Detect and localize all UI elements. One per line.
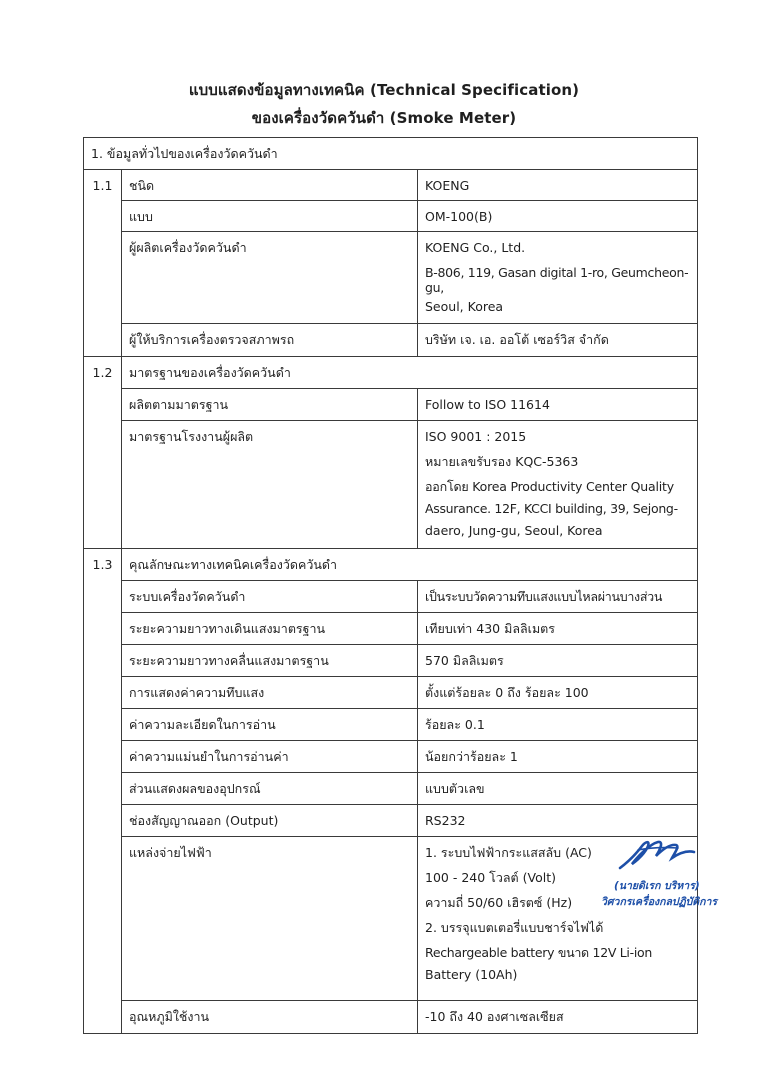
row-value: แบบตัวเลข xyxy=(418,773,698,805)
row-label: ผลิตตามมาตรฐาน xyxy=(122,389,418,421)
table-row xyxy=(84,741,698,773)
row-number: 1.1 xyxy=(84,170,122,357)
table-row xyxy=(84,549,698,581)
row-label: ระยะความยาวทางคลื่นแสงมาตรฐาน xyxy=(122,645,418,677)
row-number: 1.2 xyxy=(84,357,122,549)
row-value: ร้อยละ 0.1 xyxy=(418,709,698,741)
document-title-line2: ของเครื่องวัดควันดำ (Smoke Meter) xyxy=(251,109,517,127)
table-row xyxy=(84,677,698,709)
row-label: อุณหภูมิใช้งาน xyxy=(122,1001,418,1034)
row-label: ผู้ผลิตเครื่องวัดควันดำ xyxy=(122,232,418,324)
row-value: 570 มิลลิเมตร xyxy=(418,645,698,677)
table-row xyxy=(84,324,698,357)
row-label: แหล่งจ่ายไฟฟ้า xyxy=(122,837,418,1001)
table-row xyxy=(84,581,698,613)
table-row xyxy=(84,613,698,645)
table-row xyxy=(84,645,698,677)
row-label: ค่าความแม่นยำในการอ่านค่า xyxy=(122,741,418,773)
row-label: ระบบเครื่องวัดควันดำ xyxy=(122,581,418,613)
row-number: 1.3 xyxy=(84,549,122,1034)
signature-block xyxy=(598,832,728,912)
row-label: การแสดงค่าความทึบแสง xyxy=(122,677,418,709)
table-row xyxy=(84,421,698,549)
row-value: บริษัท เจ. เอ. ออโต้ เซอร์วิส จำกัด xyxy=(418,324,698,357)
document-title-line1: แบบแสดงข้อมูลทางเทคนิค (Technical Specification) xyxy=(188,81,580,99)
table-row xyxy=(84,170,698,201)
row-value: KOENG Co., Ltd. B-806, 119, Gasan digital 1-ro, Geumcheon-gu, Seoul, Korea xyxy=(418,232,698,324)
table-row xyxy=(84,709,698,741)
table-row xyxy=(84,1001,698,1034)
row-label: แบบ xyxy=(122,201,418,232)
row-label: ช่องสัญญาณออก (Output) xyxy=(122,805,418,837)
row-label: ผู้ให้บริการเครื่องตรวจสภาพรถ xyxy=(122,324,418,357)
row-label: ค่าความละเอียดในการอ่าน xyxy=(122,709,418,741)
row-value: OM-100(B) xyxy=(418,201,698,232)
row-value: KOENG xyxy=(418,170,698,201)
row-label: ระยะความยาวทางเดินแสงมาตรฐาน xyxy=(122,613,418,645)
section-heading: 1. ข้อมูลทั่วไปของเครื่องวัดควันดำ xyxy=(84,138,698,170)
row-value: เป็นระบบวัดความทึบแสงแบบไหลผ่านบางส่วน xyxy=(418,581,698,613)
row-label: มาตรฐานโรงงานผู้ผลิต xyxy=(122,421,418,549)
row-value: RS232 xyxy=(418,805,698,837)
row-value: น้อยกว่าร้อยละ 1 xyxy=(418,741,698,773)
table-row xyxy=(84,389,698,421)
row-value: ตั้งแต่ร้อยละ 0 ถึง ร้อยละ 100 xyxy=(418,677,698,709)
table-row xyxy=(84,773,698,805)
row-value: เทียบเท่า 430 มิลลิเมตร xyxy=(418,613,698,645)
table-row xyxy=(84,232,698,324)
row-value: ISO 9001 : 2015 หมายเลขรับรอง KQC-5363 ออกโดย Korea Productivity Center Quality Assurance. 12F, KCCI building, 39, Sejong- daero, Jung-gu, Seoul, Korea xyxy=(418,421,698,549)
signature-name: (นายดิเรก บริหาร) xyxy=(614,880,700,892)
signature-scribble-icon xyxy=(598,832,728,874)
subsection-heading: มาตรฐานของเครื่องวัดควันดำ xyxy=(122,357,698,389)
subsection-heading: คุณลักษณะทางเทคนิคเครื่องวัดควันดำ xyxy=(122,549,698,581)
signature-title: วิศวกรเครื่องกลปฏิบัติการ xyxy=(601,896,718,908)
row-value: Follow to ISO 11614 xyxy=(418,389,698,421)
row-label: ส่วนแสดงผลของอุปกรณ์ xyxy=(122,773,418,805)
row-label: ชนิด xyxy=(122,170,418,201)
row-value: 1. ระบบไฟฟ้ากระแสสลับ (AC) 100 - 240 โวลต์ (Volt) ความถี่ 50/60 เฮิรตซ์ (Hz) 2. บรรจุแบตเตอรี่แบบชาร์จไฟได้ Rechargeable battery ขนาด 12V Li-ion Battery (10Ah) xyxy=(418,837,698,1001)
row-value: -10 ถึง 40 องศาเซลเซียส xyxy=(418,1001,698,1034)
table-row xyxy=(84,357,698,389)
section-heading-row xyxy=(84,138,698,170)
table-row xyxy=(84,201,698,232)
